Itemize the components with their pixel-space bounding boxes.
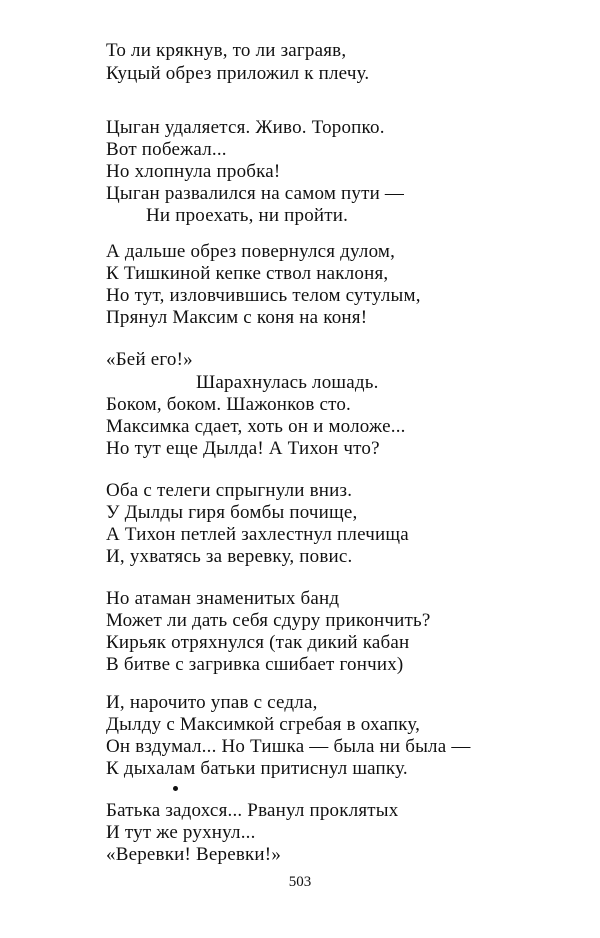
verse-line: Но хлопнула пробка! <box>106 161 281 182</box>
verse-line: А Тихон петлей захлестнул плечища <box>106 524 409 545</box>
verse-line: К дыхалам батьки притиснул шапку. <box>106 758 408 779</box>
verse-line: «Веревки! Веревки!» <box>106 844 282 865</box>
verse-line: Оба с телеги спрыгнули вниз. <box>106 480 353 501</box>
page-number: 503 <box>288 874 312 890</box>
verse-line: Шарахнулась лошадь. <box>196 372 379 393</box>
verse-line: Но тут, изловчившись телом сутулым, <box>106 285 421 306</box>
verse-line: Куцый обрез приложил к плечу. <box>106 63 370 84</box>
verse-line: Он вздумал... Но Тишка — была ни была — <box>106 736 471 757</box>
verse-line: То ли крякнув, то ли заграяв, <box>106 40 347 61</box>
verse-line: Цыган развалился на самом пути — <box>106 183 405 204</box>
verse-line: Вот побежал... <box>106 139 227 160</box>
verse-line: Кирьяк отряхнулся (так дикий кабан <box>106 632 410 653</box>
verse-line: Ни проехать, ни пройти. <box>146 205 349 226</box>
verse-line: Может ли дать себя сдуру прикончить? <box>106 610 431 631</box>
verse-line: Батька задохся... Рванул проклятых <box>106 800 399 821</box>
verse-line: Боком, боком. Шажонков сто. <box>106 394 351 415</box>
verse-line: И тут же рухнул... <box>106 822 256 843</box>
verse-line: Дылду с Максимкой сгребая в охапку, <box>106 714 421 735</box>
verse-line: Но атаман знаменитых банд <box>106 588 340 609</box>
verse-line: Прянул Максим с коня на коня! <box>106 307 368 328</box>
verse-line: И, нарочито упав с седла, <box>106 692 318 713</box>
verse-line: У Дылды гиря бомбы почище, <box>106 502 358 523</box>
verse-line: Цыган удаляется. Живо. Торопко. <box>106 117 385 138</box>
verse-line: К Тишкиной кепке ствол наклоня, <box>106 263 389 284</box>
verse-line: А дальше обрез повернулся дулом, <box>106 241 396 262</box>
verse-line: Максимка сдает, хоть он и моложе... <box>106 416 406 437</box>
verse-line: «Бей его!» <box>106 349 193 370</box>
verse-line: И, ухватясь за веревку, повис. <box>106 546 353 567</box>
ink-mark <box>173 786 178 791</box>
verse-line: Но тут еще Дылда! А Тихон что? <box>106 438 380 459</box>
verse-line: В битве с загривка сшибает гончих) <box>106 654 404 675</box>
